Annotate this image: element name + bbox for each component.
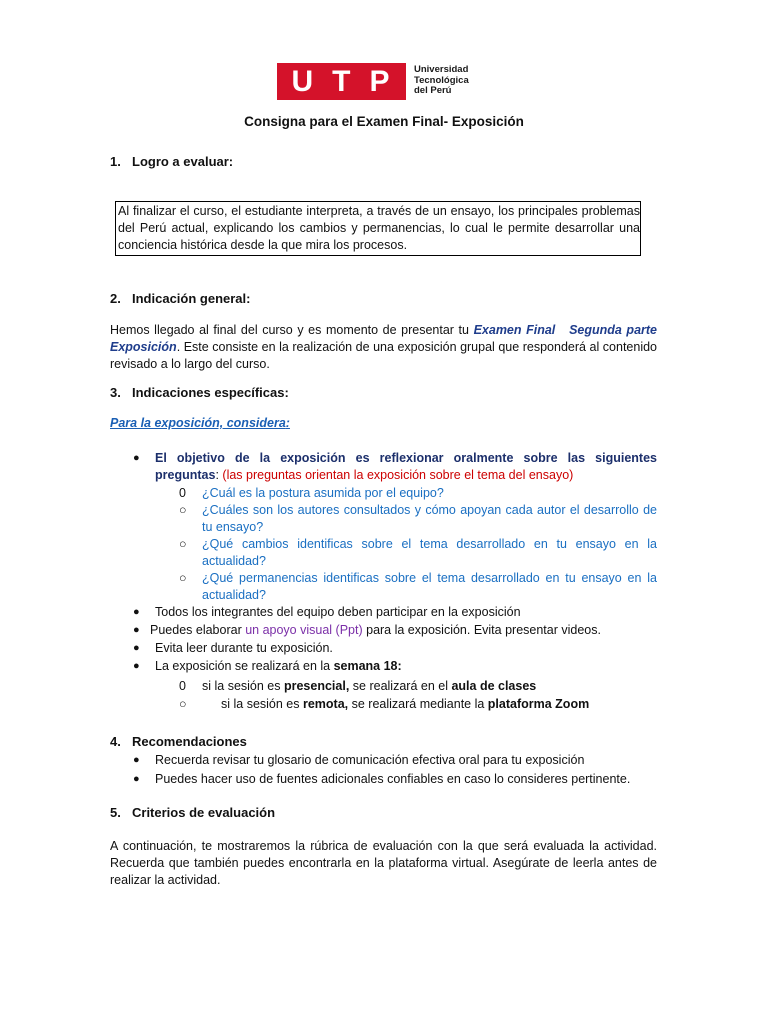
- logo-mark: [277, 63, 406, 100]
- section-number: 1.: [110, 154, 121, 169]
- section-number: 4.: [110, 734, 121, 749]
- question-marker: ○: [179, 537, 187, 551]
- bullet-icon: ●: [133, 660, 140, 672]
- question-item: ¿Cuál es la postura asumida por el equipo?: [202, 486, 444, 500]
- paragraph-text: Hemos llegado al final del curso y es momento de presentar tu: [110, 323, 474, 337]
- objective-bullet: [155, 450, 657, 484]
- section-title: Logro a evaluar:: [132, 154, 234, 169]
- logo-line-3: del Perú: [414, 85, 452, 97]
- item-text: si la sesión es: [221, 697, 303, 711]
- section-title: Indicaciones específicas:: [132, 385, 289, 400]
- section-number: 2.: [110, 291, 121, 306]
- page-title: Consigna para el Examen Final- Exposición: [244, 114, 524, 129]
- item-text: se realizará en el: [349, 679, 452, 693]
- bullet-icon: ●: [133, 606, 140, 618]
- visual-support-bullet: [150, 622, 601, 639]
- logo-line-2: Tecnológica: [414, 74, 469, 86]
- bullet-text: Puedes elaborar: [150, 623, 246, 637]
- section-number: 5.: [110, 805, 121, 820]
- exposition-emphasis: Exposición: [110, 340, 177, 354]
- item-bold: presencial,: [283, 679, 350, 693]
- logo-wordmark: [414, 65, 469, 97]
- no-reading-bullet: Evita leer durante tu exposición.: [155, 641, 333, 655]
- item-bold: aula de clases: [451, 679, 537, 693]
- recommendation-item: Puedes hacer uso de fuentes adicionales confiables en caso lo consideres pertinente.: [155, 772, 631, 786]
- question-item: ¿Qué permanencias identificas sobre el tema desarrollado en tu ensayo en la actualidad?: [202, 571, 657, 602]
- item-text: se realizará mediante la: [348, 697, 488, 711]
- bullet-icon: ●: [133, 773, 140, 785]
- objective-colon: :: [215, 468, 219, 482]
- remota-item: [221, 696, 589, 713]
- paragraph-text: . Este consiste en la realización de una exposición grupal que responderá al contenido revisado a lo largo del curso.: [110, 340, 657, 371]
- item-bold: remota,: [302, 697, 349, 711]
- question-marker: ○: [179, 503, 187, 517]
- section-2-heading: [110, 291, 250, 306]
- section-title: Recomendaciones: [132, 734, 247, 749]
- question-marker: ○: [179, 571, 187, 585]
- session-marker: 0: [179, 679, 186, 693]
- recommendation-item: Recuerda revisar tu glosario de comunicación efectiva oral para tu exposición: [155, 753, 585, 767]
- logo-letter-p: P: [369, 64, 392, 98]
- bullet-icon: ●: [133, 452, 140, 464]
- session-marker: ○: [179, 697, 187, 711]
- exam-final-emphasis: Examen Final: [473, 323, 556, 337]
- consider-colon: :: [285, 416, 290, 430]
- objective-text: El objetivo de la exposición es reflexionar oralmente sobre las siguientes preguntas: [155, 451, 657, 482]
- section-1-heading: [110, 154, 233, 169]
- learning-outcome-box: Al finalizar el curso, el estudiante interpreta, a través de un ensayo, los principales problemas del Perú actual, explicando los cambios y permanencias, lo cual le permite desarrollar una conciencia histórica desde la que mira los procesos.: [115, 201, 641, 256]
- bullet-text: para la exposición. Evita presentar videos.: [362, 623, 601, 637]
- objective-note: (las preguntas orientan la exposición sobre el tema del ensayo): [222, 468, 574, 482]
- section-number: 3.: [110, 385, 121, 400]
- item-text: si la sesión es: [202, 679, 284, 693]
- criteria-paragraph: A continuación, te mostraremos la rúbrica de evaluación con la que será evaluada la actividad. Recuerda que también puedes encontrarla en la plataforma virtual. Asegúrate de leerla antes de realizar la actividad.: [110, 839, 657, 887]
- week-bullet: [155, 658, 402, 675]
- section-4-heading: [110, 734, 247, 749]
- utp-logo: [277, 62, 469, 100]
- bullet-icon: ●: [133, 754, 140, 766]
- consider-text: Para la exposición, considera: [110, 416, 286, 430]
- bullet-text: La exposición se realizará en la: [155, 659, 334, 673]
- week-value: semana 18:: [333, 659, 402, 673]
- logo-line-1: Universidad: [414, 64, 469, 76]
- general-indication-paragraph: [110, 322, 657, 373]
- section-title: Indicación general:: [132, 291, 251, 306]
- item-bold: plataforma Zoom: [487, 697, 590, 711]
- consider-subheading: [110, 416, 290, 430]
- question-item: ¿Qué cambios identificas sobre el tema desarrollado en tu ensayo en la actualidad?: [202, 537, 657, 568]
- bullet-icon: ●: [133, 624, 140, 636]
- visual-support-highlight: un apoyo visual (Ppt): [245, 623, 363, 637]
- second-part-emphasis: Segunda parte: [569, 323, 658, 337]
- question-marker: 0: [179, 486, 186, 500]
- section-3-heading: [110, 385, 289, 400]
- presencial-item: [202, 678, 536, 695]
- logo-letter-u: U: [291, 64, 316, 98]
- question-item: ¿Cuáles son los autores consultados y cómo apoyan cada autor el desarrollo de tu ensayo?: [202, 503, 657, 534]
- team-bullet: Todos los integrantes del equipo deben participar en la exposición: [155, 605, 521, 619]
- section-title: Criterios de evaluación: [132, 805, 276, 820]
- section-5-heading: [110, 805, 275, 820]
- bullet-icon: ●: [133, 642, 140, 654]
- logo-letter-t: T: [332, 64, 353, 98]
